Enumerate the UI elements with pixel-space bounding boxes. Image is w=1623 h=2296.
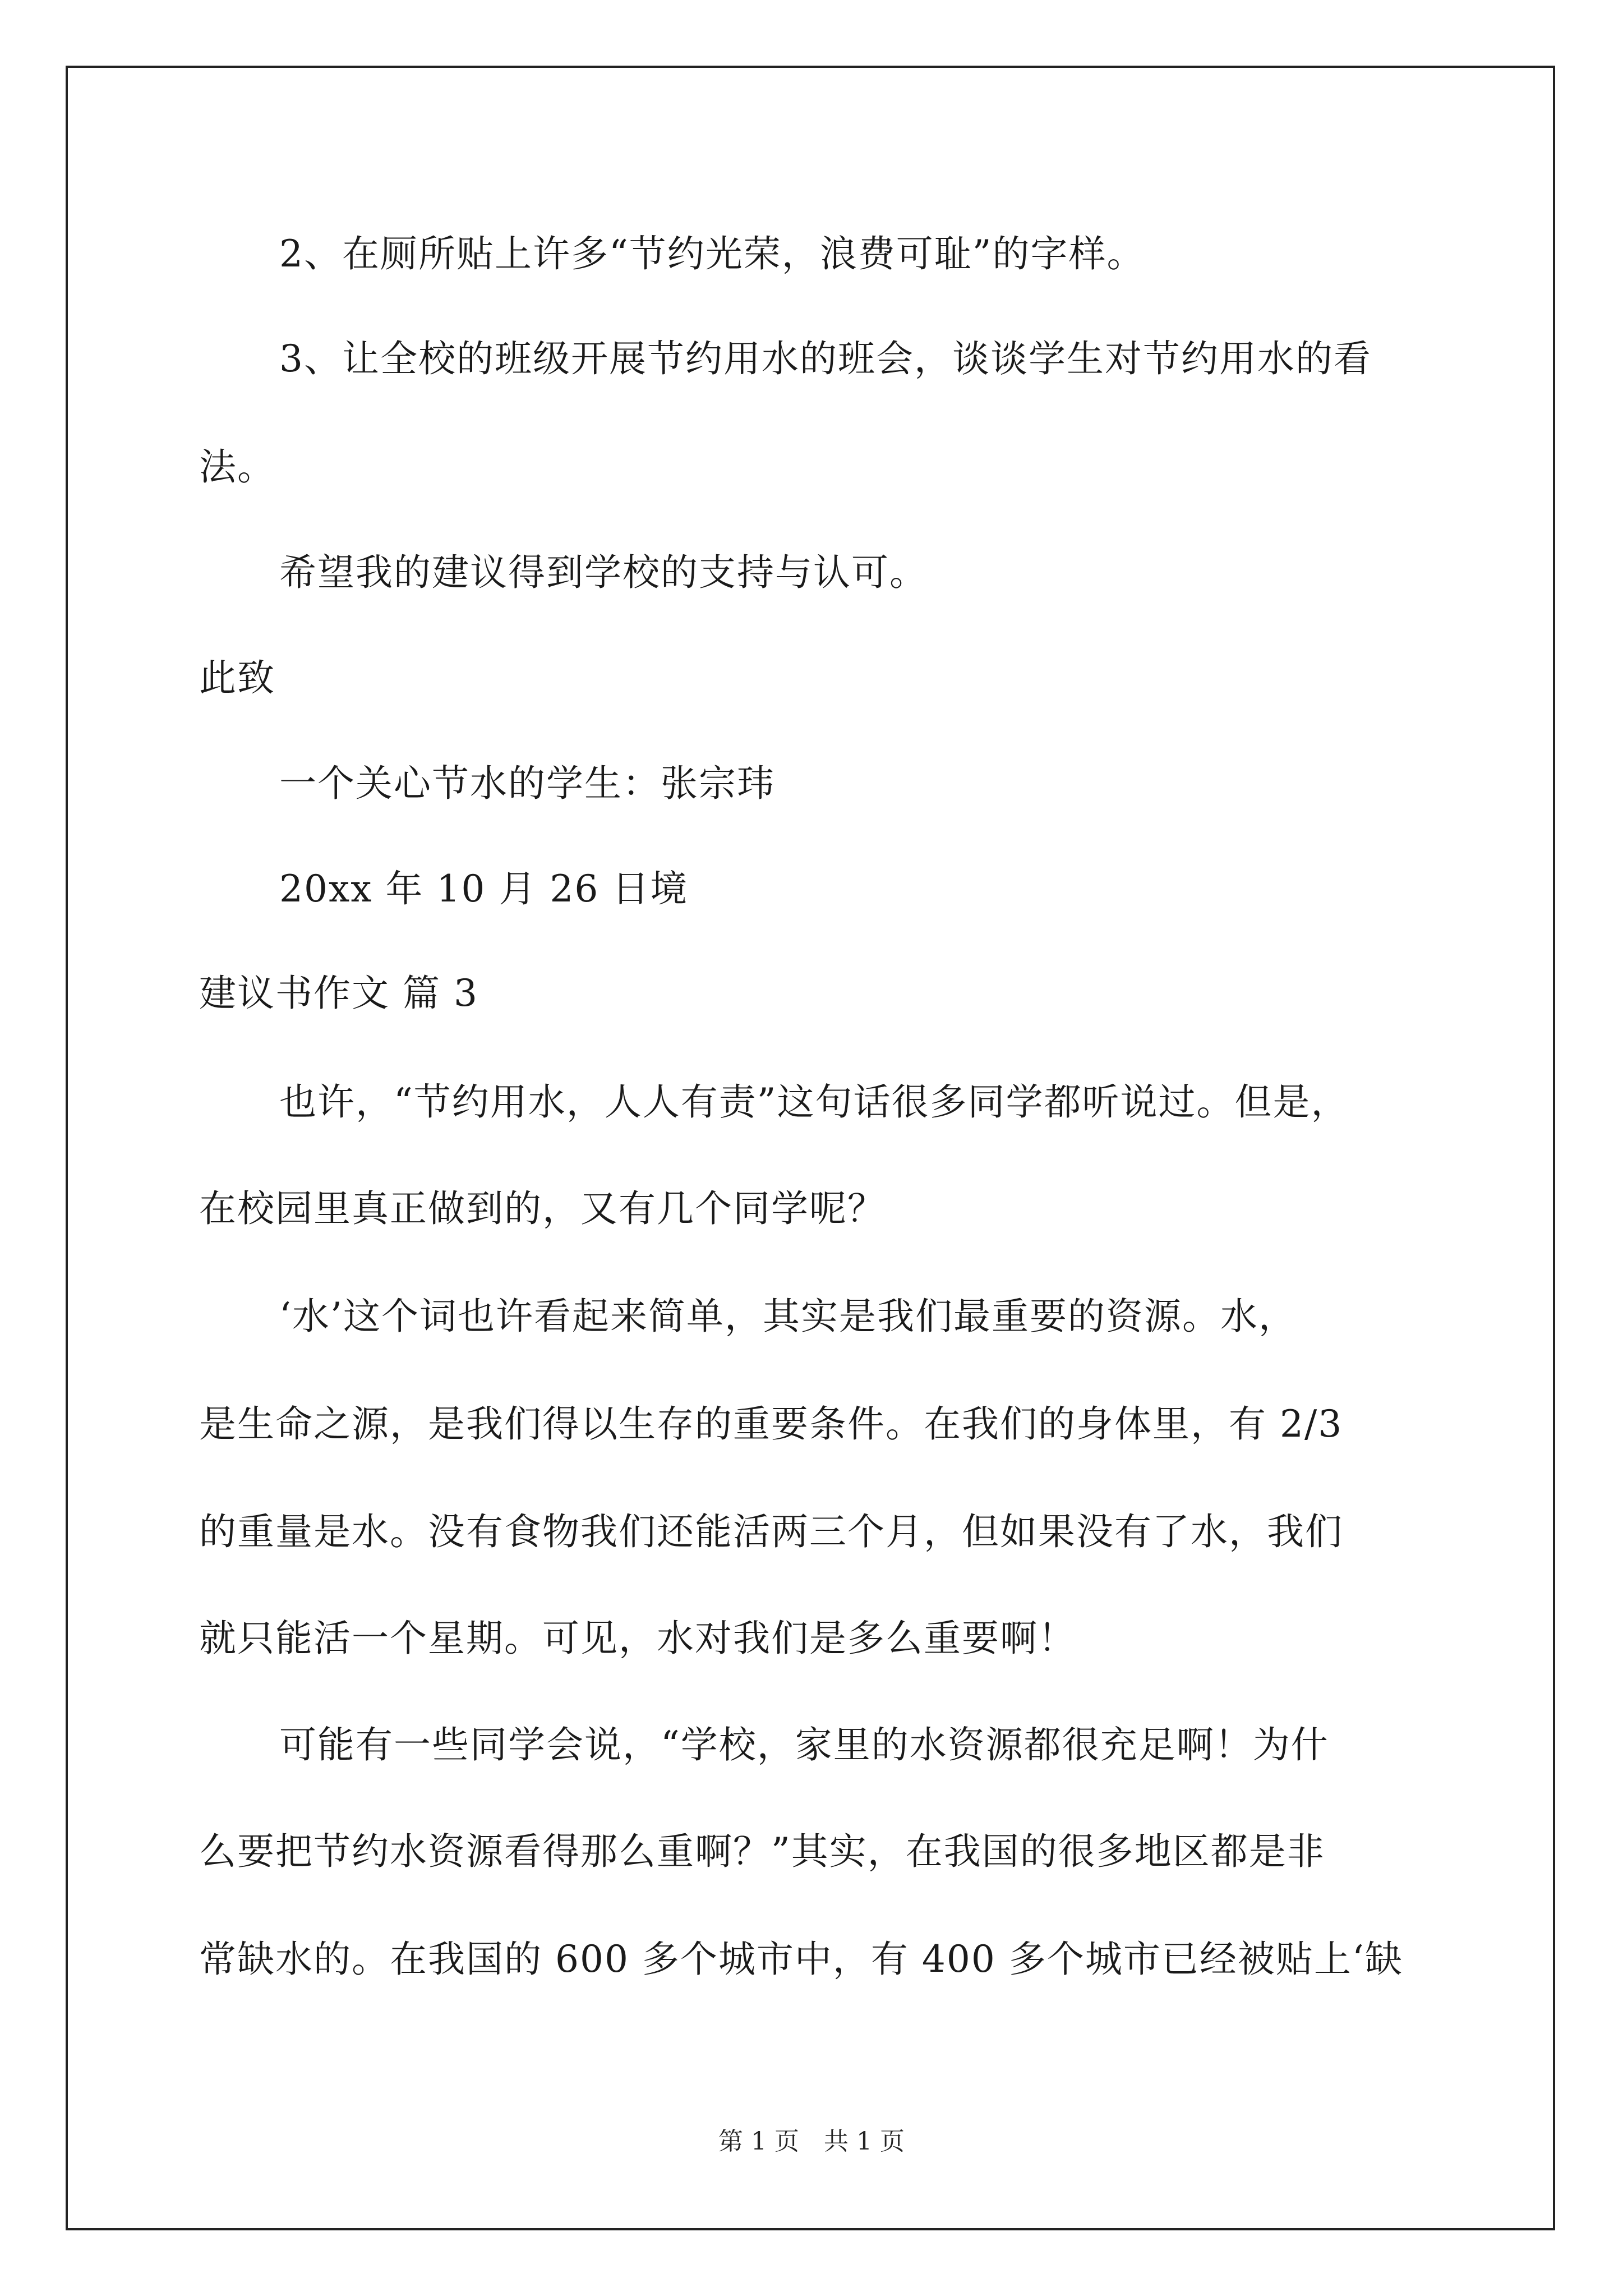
paragraph-line: 可能有一些同学会说，“学校，家里的水资源都很充足啊！为什	[279, 1723, 1329, 1766]
paragraph-line: 3、让全校的班级开展节约用水的班会，谈谈学生对节约用水的看	[279, 337, 1372, 380]
paragraph-line: 的重量是水。没有食物我们还能活两三个月，但如果没有了水，我们	[199, 1510, 1343, 1553]
paragraph-line: 是生命之源，是我们得以生存的重要条件。在我们的身体里，有 2/3	[199, 1402, 1343, 1446]
signature-line: 一个关心节水的学生：张宗玮	[279, 762, 775, 805]
paragraph-line: 也许，“节约用水，人人有责”这句话很多同学都听说过。但是，	[279, 1080, 1349, 1124]
page-frame	[66, 66, 1555, 2230]
paragraph-line: 2、在厕所贴上许多“节约光荣，浪费可耻”的字样。	[279, 232, 1145, 275]
section-heading: 建议书作文 篇 3	[199, 972, 478, 1015]
paragraph-line: 在校园里真正做到的，又有几个同学呢？	[199, 1187, 886, 1230]
paragraph-line: 法。	[199, 445, 275, 489]
page-number-footer: 第 1 页 共 1 页	[718, 2127, 905, 2156]
paragraph-line: ‘水’这个词也许看起来简单，其实是我们最重要的资源。水，	[279, 1295, 1297, 1338]
paragraph-line: 常缺水的。在我国的 600 多个城市中，有 400 多个城市已经被贴上‘缺	[199, 1938, 1403, 1981]
salutation: 此致	[199, 656, 275, 700]
date-line: 20xx 年 10 月 26 日境	[279, 867, 689, 910]
paragraph-line: 么要把节约水资源看得那么重啊？”其实，在我国的很多地区都是非	[199, 1830, 1325, 1873]
paragraph-line: 希望我的建议得到学校的支持与认可。	[279, 551, 928, 594]
paragraph-line: 就只能活一个星期。可见，水对我们是多么重要啊！	[199, 1617, 1076, 1660]
